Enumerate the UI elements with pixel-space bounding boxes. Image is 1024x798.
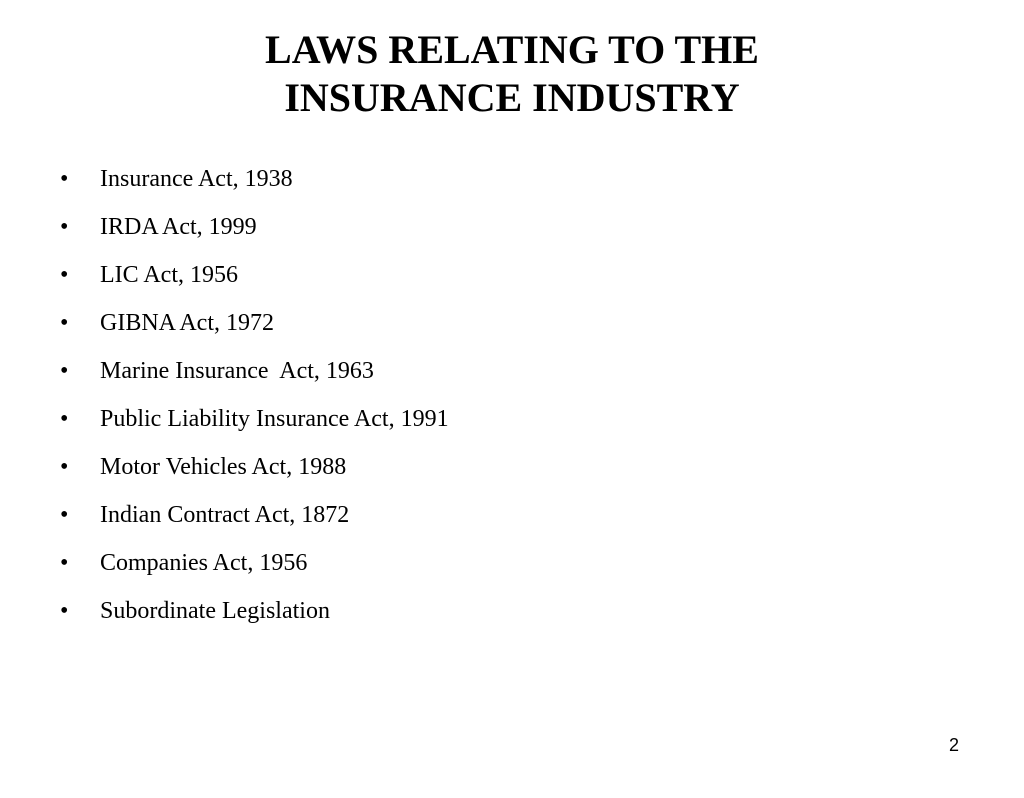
list-item <box>0 307 274 355</box>
slide-number: 2 <box>949 735 960 755</box>
list-item <box>0 547 308 595</box>
list-item-text: Public Liability Insurance Act, 1991 <box>100 406 449 432</box>
list-item <box>0 499 350 547</box>
slide-title-line-1: LAWS RELATING TO THE <box>265 27 759 72</box>
bullet-icon: • <box>60 406 69 432</box>
list-item-text: Marine Insurance Act, 1963 <box>100 358 374 384</box>
bullet-icon: • <box>60 550 69 576</box>
list-item-text: Companies Act, 1956 <box>100 550 308 576</box>
slide-title <box>0 26 1024 122</box>
list-item-text: IRDA Act, 1999 <box>100 214 257 240</box>
bullet-icon: • <box>60 502 69 528</box>
list-item-text: Indian Contract Act, 1872 <box>100 502 350 528</box>
list-item-text: Subordinate Legislation <box>100 598 330 624</box>
list-item-text: Motor Vehicles Act, 1988 <box>100 454 347 480</box>
list-item-text: GIBNA Act, 1972 <box>100 310 274 336</box>
laws-bullet-list <box>0 163 449 643</box>
list-item-text: Insurance Act, 1938 <box>100 166 293 192</box>
list-item <box>0 211 257 259</box>
list-item <box>0 163 293 211</box>
list-item <box>0 451 347 499</box>
bullet-icon: • <box>60 166 69 192</box>
list-item <box>0 595 330 643</box>
list-item <box>0 259 238 307</box>
bullet-icon: • <box>60 358 69 384</box>
bullet-icon: • <box>60 598 69 624</box>
slide-title-line-2: INSURANCE INDUSTRY <box>284 75 740 120</box>
list-item-text: LIC Act, 1956 <box>100 262 238 288</box>
bullet-icon: • <box>60 454 69 480</box>
list-item <box>0 355 374 403</box>
bullet-icon: • <box>60 310 69 336</box>
list-item <box>0 403 449 451</box>
bullet-icon: • <box>60 262 69 288</box>
bullet-icon: • <box>60 214 69 240</box>
